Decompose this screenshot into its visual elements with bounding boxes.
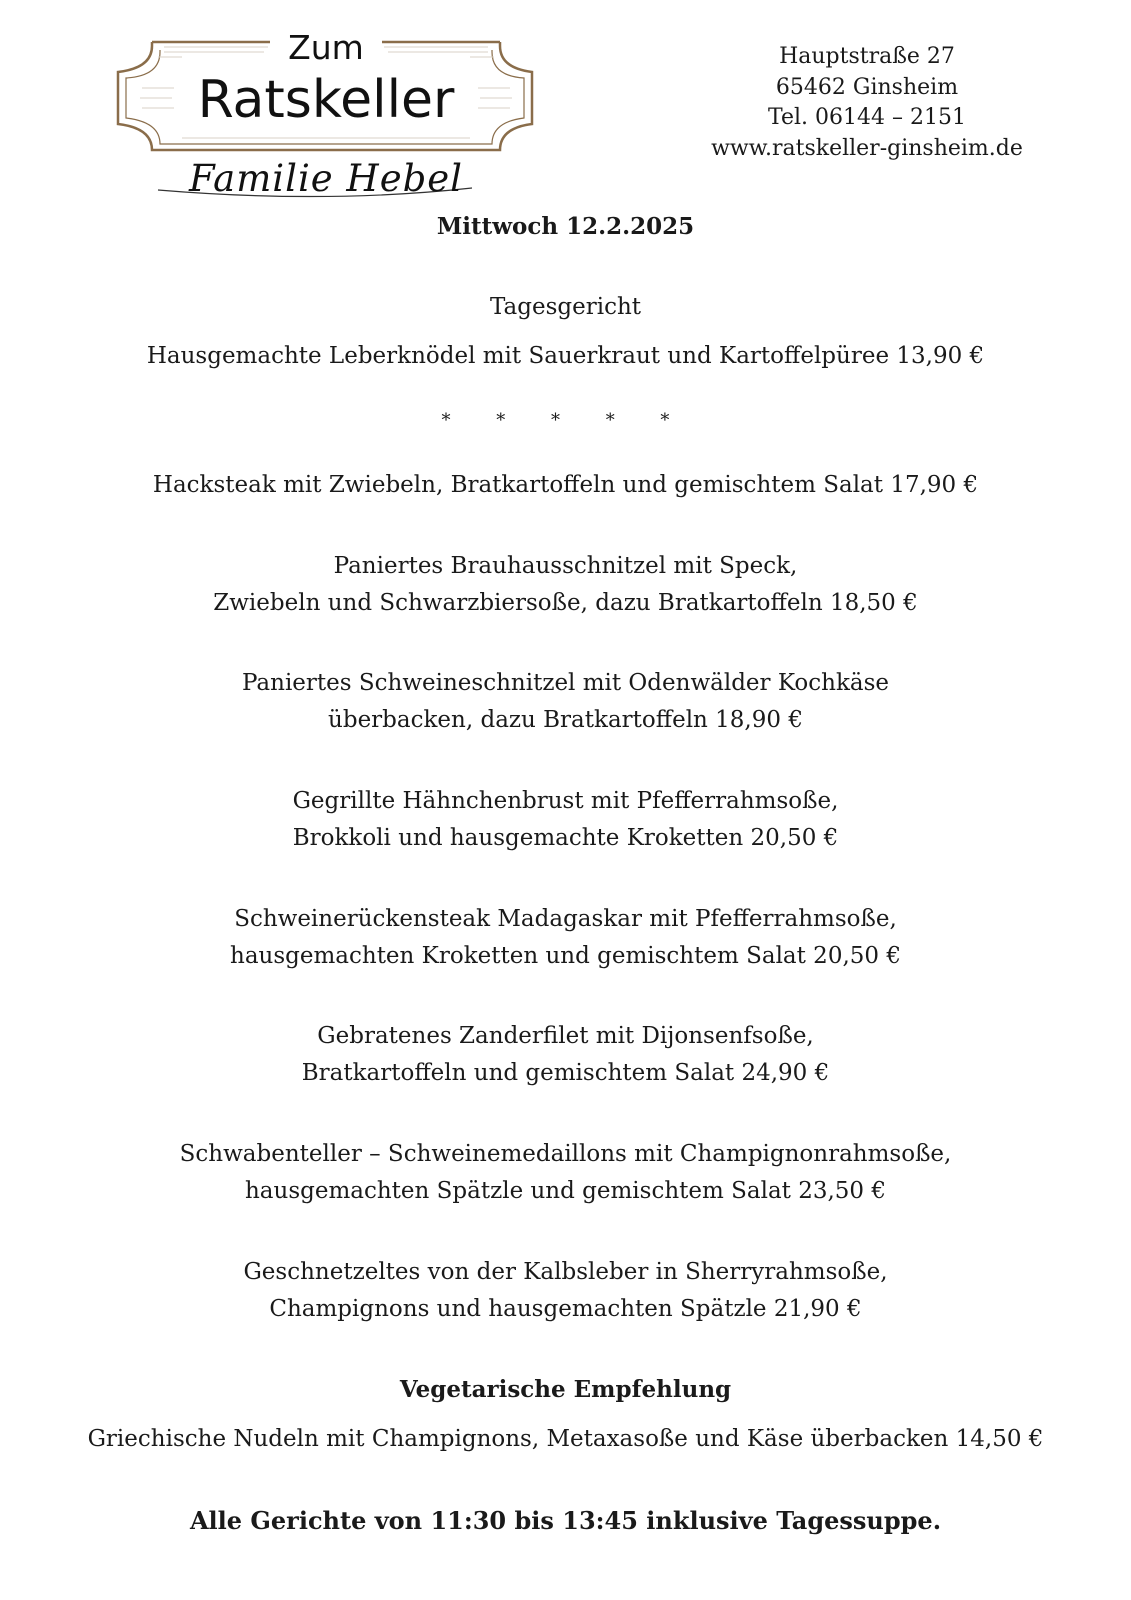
menu-item <box>0 783 1131 857</box>
menu-date: Mittwoch 12.2.2025 <box>436 213 695 240</box>
menu-item-line: Hacksteak mit Zwiebeln, Bratkartoffeln und gemischtem Salat 17,90 € <box>152 472 979 498</box>
logo-family-name: Familie Hebel <box>188 157 464 200</box>
menu-item-line: Schweinerückensteak Madagaskar mit Pfefferrahmsoße, <box>234 906 897 932</box>
menu-item-line: Paniertes Brauhausschnitzel mit Speck, <box>333 553 798 579</box>
menu-item <box>0 1018 1131 1092</box>
menu-item <box>0 548 1131 622</box>
menu-item-line: Bratkartoffeln und gemischtem Salat 24,90 € <box>301 1060 830 1086</box>
restaurant-logo <box>112 28 540 208</box>
menu-item <box>0 467 1131 504</box>
menu-item-line: Schwabenteller – Schweinemedaillons mit Champignonrahmsoße, <box>179 1141 952 1167</box>
menu-item <box>0 1136 1131 1210</box>
menu-item <box>0 1254 1131 1328</box>
menu-item <box>0 665 1131 739</box>
menu-item-line: hausgemachten Spätzle und gemischtem Salat 23,50 € <box>244 1178 886 1204</box>
menu-item-line: Zwiebeln und Schwarzbiersoße, dazu Bratkartoffeln 18,50 € <box>213 590 918 616</box>
address-street: Hauptstraße 27 <box>779 44 955 69</box>
vegetarian-dish: Griechische Nudeln mit Champignons, Metaxasoße und Käse überbacken 14,50 € <box>87 1426 1044 1452</box>
menu-item-line: überbacken, dazu Bratkartoffeln 18,90 € <box>328 707 803 733</box>
menu-item-line: Brokkoli und hausgemachte Kroketten 20,50 € <box>292 825 839 851</box>
address-website: www.ratskeller-ginsheim.de <box>711 135 1023 161</box>
menu-item <box>0 901 1131 975</box>
daily-dish: Hausgemachte Leberknödel mit Sauerkraut und Kartoffelpüree 13,90 € <box>146 343 985 369</box>
daily-dish-label: Tagesgericht <box>489 294 642 320</box>
separator-stars: * * * * * <box>441 410 690 431</box>
logo-restaurant-name: Ratskeller <box>197 70 455 130</box>
menu-item-line: Gebratenes Zanderfilet mit Dijonsenfsoße, <box>317 1023 814 1049</box>
footer-note: Alle Gerichte von 11:30 bis 13:45 inklusive Tagessuppe. <box>189 1506 942 1535</box>
address-city: 65462 Ginsheim <box>775 74 959 100</box>
menu-item-line: hausgemachten Kroketten und gemischtem Salat 20,50 € <box>230 943 901 969</box>
address-phone: Tel. 06144 – 2151 <box>768 105 966 130</box>
vegetarian-label: Vegetarische Empfehlung <box>399 1376 732 1403</box>
menu-item-line: Gegrillte Hähnchenbrust mit Pfefferrahmsoße, <box>292 788 839 814</box>
menu-item-line: Paniertes Schweineschnitzel mit Odenwälder Kochkäse <box>241 670 890 696</box>
menu-item-line: Geschnetzeltes von der Kalbsleber in Sherryrahmsoße, <box>243 1259 888 1285</box>
menu-item-line: Champignons und hausgemachten Spätzle 21,90 € <box>269 1296 862 1322</box>
address-block <box>687 42 1047 164</box>
logo-zum-text: Zum <box>288 28 364 67</box>
